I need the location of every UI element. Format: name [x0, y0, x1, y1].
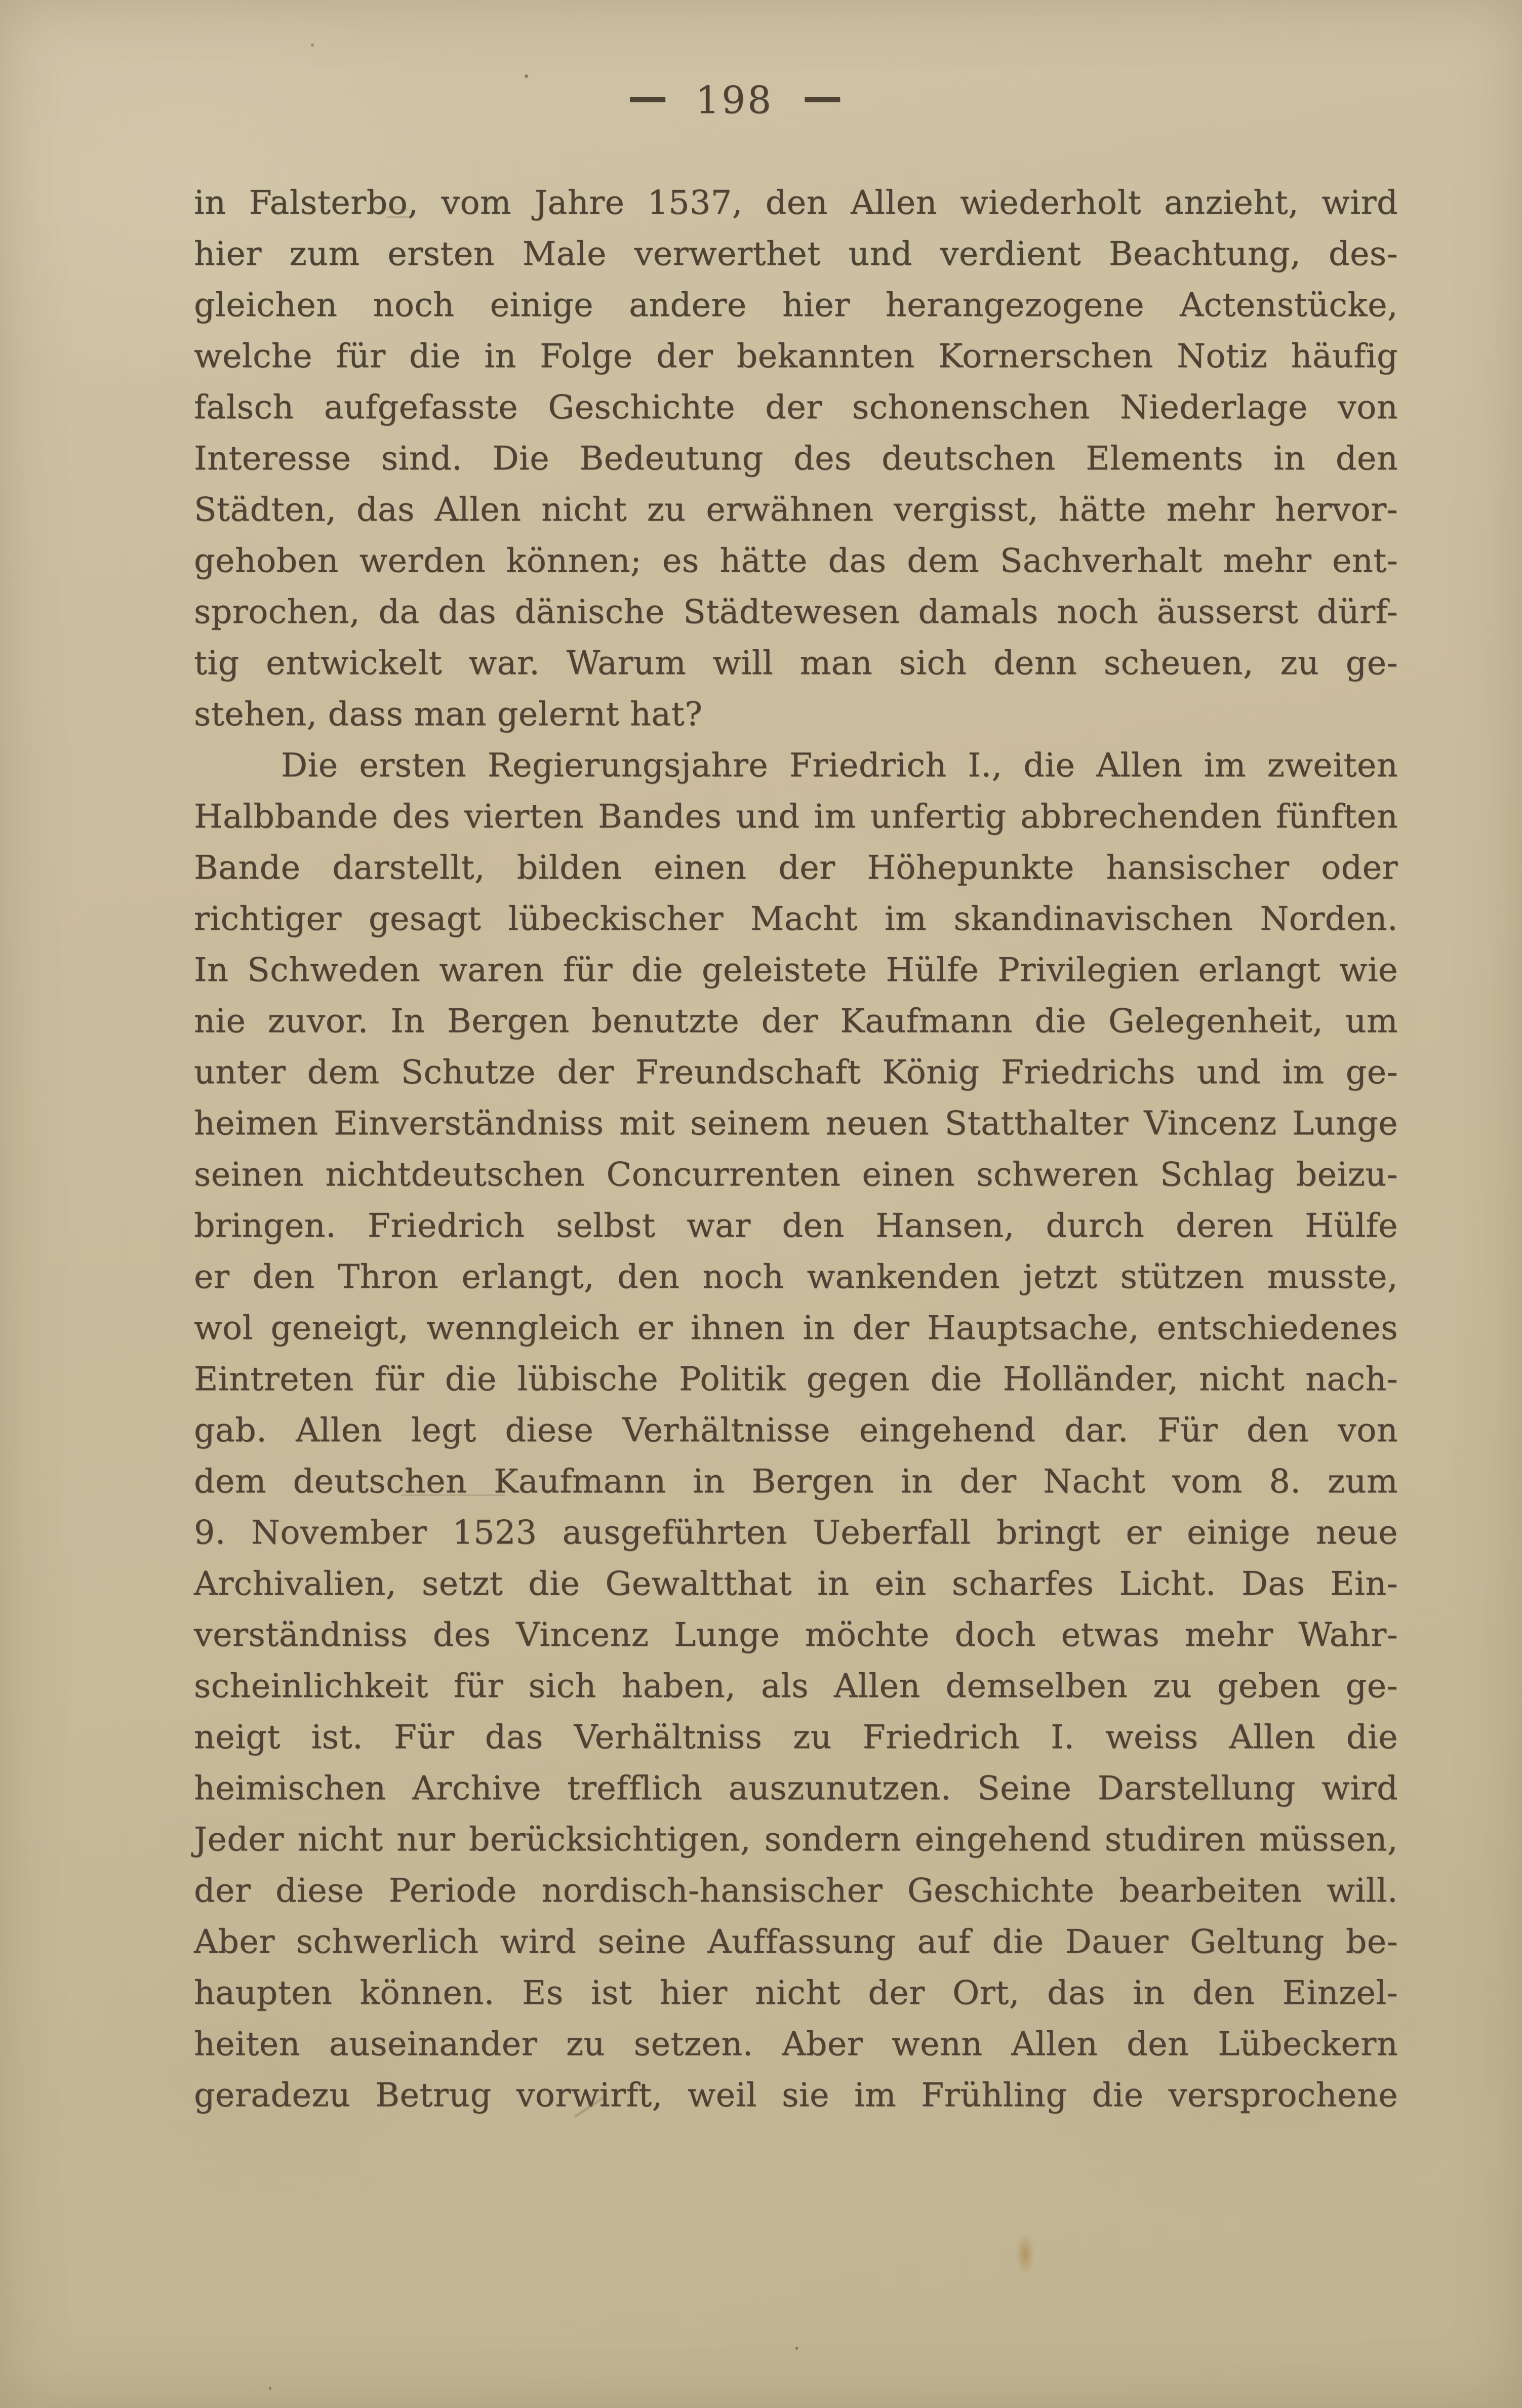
paper-stain — [1017, 2234, 1034, 2274]
text-line: unter dem Schutze der Freundschaft König Friedrichs und im ge- — [194, 1053, 1398, 1091]
header-dash-right: — — [803, 73, 842, 120]
text-line: Eintreten für die lübische Politik gegen die Holländer, nicht nach- — [194, 1360, 1398, 1398]
text-line: er den Thron erlangt, den noch wankenden jetzt stützen musste, — [194, 1258, 1398, 1296]
text-line: geradezu Betrug vorwirft, weil sie im Frühling die versprochene — [194, 2076, 1398, 2114]
text-line: falsch aufgefasste Geschichte der schonenschen Niederlage von — [194, 388, 1398, 426]
text-line: Bande darstellt, bilden einen der Höhepunkte hansischer oder — [194, 849, 1398, 887]
paper-speck — [269, 2387, 271, 2390]
text-line: heimen Einverständniss mit seinem neuen Statthalter Vincenz Lunge — [194, 1104, 1398, 1142]
text-line: sprochen, da das dänische Städtewesen damals noch äusserst dürf- — [194, 593, 1398, 631]
text-line: Halbbande des vierten Bandes und im unfertig abbrechenden fünften — [194, 798, 1398, 836]
text-line: heimischen Archive trefflich auszunutzen. Seine Darstellung wird — [194, 1769, 1398, 1807]
text-line: verständniss des Vincenz Lunge möchte doch etwas mehr Wahr- — [194, 1616, 1398, 1654]
text-line: der diese Periode nordisch-hansischer Geschichte bearbeiten will. — [194, 1872, 1398, 1910]
text-line: gehoben werden können; es hätte das dem Sachverhalt mehr ent- — [194, 542, 1398, 580]
text-line: heiten auseinander zu setzen. Aber wenn Allen den Lübeckern — [194, 2025, 1398, 2063]
text-line: nie zuvor. In Bergen benutzte der Kaufmann die Gelegenheit, um — [194, 1002, 1398, 1040]
text-line: haupten können. Es ist hier nicht der Ort, das in den Einzel- — [194, 1974, 1398, 2012]
text-line: neigt ist. Für das Verhältniss zu Friedrich I. weiss Allen die — [194, 1718, 1398, 1756]
text-line: tig entwickelt war. Warum will man sich denn scheuen, zu ge- — [194, 644, 1398, 682]
text-line: Städten, das Allen nicht zu erwähnen vergisst, hätte mehr hervor- — [194, 491, 1398, 529]
text-line: 9. November 1523 ausgeführten Ueberfall bringt er einige neue — [194, 1514, 1398, 1552]
text-line-paragraph-start: Die ersten Regierungsjahre Friedrich I., die Allen im zweiten — [281, 746, 1398, 784]
text-line: in Falsterbo, vom Jahre 1537, den Allen wiederholt anzieht, wird — [194, 184, 1398, 222]
body-text — [194, 177, 1398, 2121]
text-line: bringen. Friedrich selbst war den Hansen, durch deren Hülfe — [194, 1207, 1398, 1245]
text-line: scheinlichkeit für sich haben, als Allen demselben zu geben ge- — [194, 1667, 1398, 1705]
text-line: Jeder nicht nur berücksichtigen, sondern eingehend studiren müssen, — [194, 1821, 1398, 1859]
text-line: welche für die in Folge der bekannten Kornerschen Notiz häufig — [194, 337, 1398, 375]
paper-speck — [311, 44, 314, 47]
text-line: seinen nichtdeutschen Concurrenten einen schweren Schlag beizu- — [194, 1156, 1398, 1194]
text-line: gleichen noch einige andere hier herangezogene Actenstücke, — [194, 286, 1398, 324]
text-line: Aber schwerlich wird seine Auffassung auf die Dauer Geltung be- — [194, 1923, 1398, 1961]
text-line: dem deutschen Kaufmann in Bergen in der Nacht vom 8. zum — [194, 1463, 1398, 1501]
text-line-paragraph-end: stehen, dass man gelernt hat? — [194, 695, 703, 733]
text-line: Archivalien, setzt die Gewaltthat in ein scharfes Licht. Das Ein- — [194, 1565, 1398, 1603]
text-line: richtiger gesagt lübeckischer Macht im skandinavischen Norden. — [194, 900, 1398, 938]
text-line: wol geneigt, wenngleich er ihnen in der Hauptsache, entschiedenes — [194, 1309, 1398, 1347]
header-dash-left: — — [628, 73, 666, 120]
text-line: In Schweden waren für die geleistete Hülfe Privilegien erlangt wie — [194, 951, 1398, 989]
paper-speck — [525, 74, 528, 78]
page-number: 198 — [696, 78, 774, 122]
text-line: gab. Allen legt diese Verhältnisse eingehend dar. Für den von — [194, 1411, 1398, 1449]
page-header — [628, 73, 842, 122]
text-line: Interesse sind. Die Bedeutung des deutschen Elements in den — [194, 440, 1398, 478]
text-line: hier zum ersten Male verwerthet und verdient Beachtung, des- — [194, 235, 1398, 273]
paper-speck — [795, 2347, 798, 2350]
